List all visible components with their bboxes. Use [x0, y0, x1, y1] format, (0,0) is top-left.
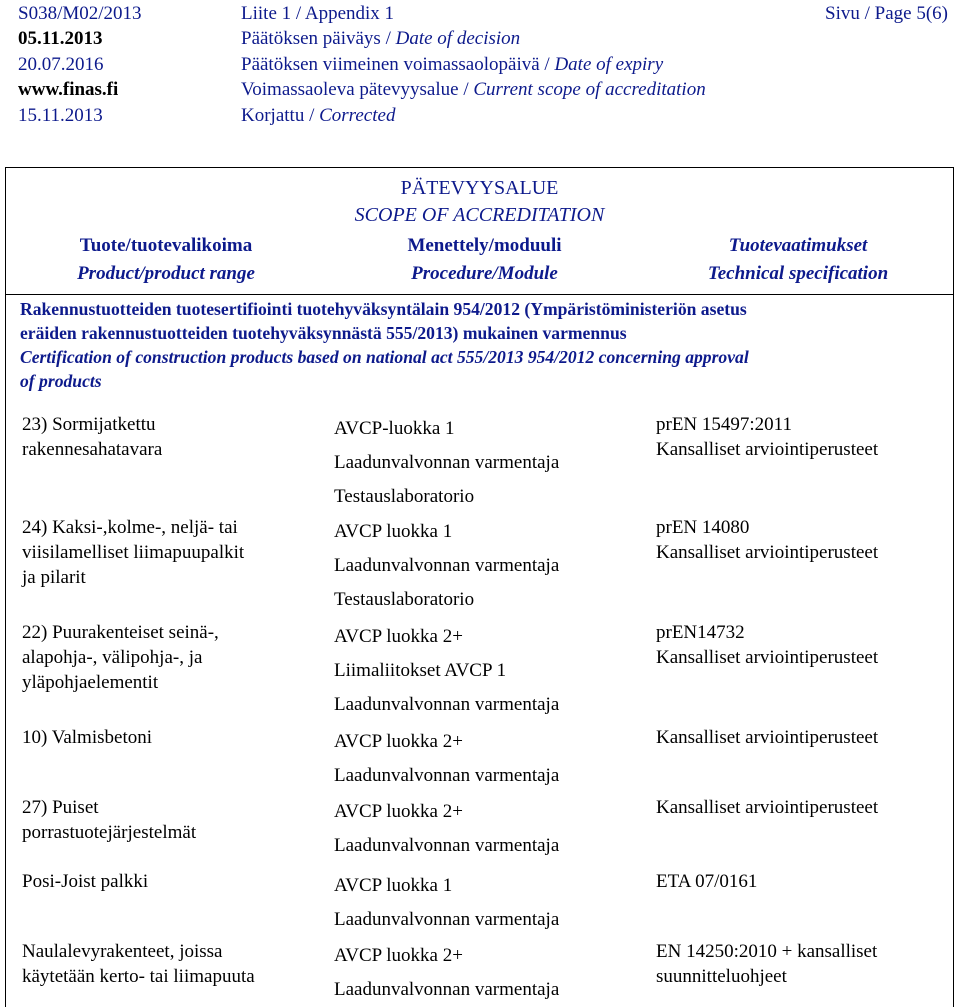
product-cell-line: 10) Valmisbetoni	[22, 727, 153, 748]
column-header-en: Product/product range	[77, 263, 255, 284]
specification-cell	[656, 939, 877, 989]
procedure-cell-line: Laadunvalvonnan varmentaja	[334, 835, 560, 856]
specification-cell-line: ETA 07/0161	[656, 871, 758, 892]
label-en: Current scope of accreditation	[473, 79, 706, 101]
decision-number: S038/M02/2013	[18, 3, 142, 24]
procedure-cell-line: Laadunvalvonnan varmentaja	[334, 694, 560, 715]
procedure-cell	[334, 795, 559, 863]
product-cell	[22, 795, 196, 845]
procedure-cell	[334, 412, 559, 514]
specification-cell	[656, 620, 878, 670]
specification-cell-line: Kansalliset arviointiperusteet	[656, 727, 879, 748]
procedure-cell-line: AVCP luokka 1	[334, 521, 453, 542]
label-fi: Voimassaoleva pätevyysalue /	[241, 79, 474, 101]
procedure-cell-line: Testauslaboratorio	[334, 486, 475, 507]
procedure-cell-line: Liimaliitokset AVCP 1	[334, 660, 507, 681]
procedure-cell	[334, 869, 559, 937]
specification-cell-line: Kansalliset arviointiperusteet	[656, 542, 879, 563]
product-cell-line: rakennesahatavara	[22, 439, 163, 460]
specification-cell	[656, 869, 757, 894]
product-cell-line: 24) Kaksi-,kolme-, neljä- tai	[22, 517, 238, 538]
column-header-specification	[643, 232, 953, 288]
specification-cell-line: prEN 15497:2011	[656, 414, 792, 435]
header-row-4	[18, 77, 948, 102]
scope-title-en: SCOPE OF ACCREDITATION	[354, 204, 605, 226]
product-cell-line: 23) Sormijatkettu	[22, 414, 156, 435]
specification-cell-line: Kansalliset arviointiperusteet	[656, 647, 879, 668]
product-cell	[22, 725, 152, 750]
header-row-1	[18, 1, 948, 26]
procedure-cell-line: AVCP luokka 2+	[334, 731, 463, 752]
product-cell-line: 27) Puiset	[22, 797, 99, 818]
procedure-cell	[334, 620, 559, 722]
product-cell-line: käytetään kerto- tai liimapuuta	[22, 966, 255, 987]
section-line-1: Rakennustuotteiden tuotesertifiointi tuotehyväksyntälain 954/2012 (Ympäristöministeriön asetus	[20, 299, 747, 319]
section-line-4: of products	[20, 371, 102, 391]
label-en: Date of decision	[395, 28, 521, 50]
label-fi: Korjattu /	[241, 104, 320, 126]
product-cell-line: 22) Puurakenteiset seinä-,	[22, 622, 219, 643]
procedure-cell-line: Laadunvalvonnan varmentaja	[334, 979, 560, 1000]
procedure-cell-line: AVCP luokka 2+	[334, 945, 463, 966]
procedure-cell-line: Laadunvalvonnan varmentaja	[334, 555, 560, 576]
product-cell-line: porrastuotejärjestelmät	[22, 822, 197, 843]
product-cell-line: Posi-Joist palkki	[22, 871, 149, 892]
specification-cell-line: prEN14732	[656, 622, 745, 643]
column-header-fi: Tuote/tuotevalikoima	[79, 235, 253, 256]
product-cell-line: viisilamelliset liimapuupalkit	[22, 542, 245, 563]
specification-cell-line: EN 14250:2010 + kansalliset	[656, 941, 878, 962]
specification-cell-line: Kansalliset arviointiperusteet	[656, 439, 879, 460]
procedure-cell	[334, 515, 559, 617]
product-cell	[22, 515, 244, 590]
expiry-date-label	[241, 52, 663, 77]
product-cell-line: Naulalevyrakenteet, joissa	[22, 941, 223, 962]
column-header-procedure	[326, 232, 643, 288]
column-header-fi: Menettely/moduuli	[407, 235, 562, 256]
procedure-cell-line: AVCP luokka 1	[334, 875, 453, 896]
procedure-cell-line: AVCP-luokka 1	[334, 418, 455, 439]
column-header-en: Procedure/Module	[411, 263, 558, 284]
product-cell-line: yläpohjaelementit	[22, 672, 159, 693]
section-heading	[20, 297, 935, 393]
specification-cell	[656, 795, 878, 820]
product-cell-line: ja pilarit	[22, 567, 86, 588]
product-cell	[22, 620, 219, 695]
specification-cell	[656, 515, 878, 565]
specification-cell	[656, 412, 878, 462]
procedure-cell-line: AVCP luokka 2+	[334, 801, 463, 822]
procedure-cell-line: Laadunvalvonnan varmentaja	[334, 452, 560, 473]
section-line-3: Certification of construction products based on national act 555/2013 954/2012 concerning approval	[20, 347, 749, 367]
procedure-cell-line: Laadunvalvonnan varmentaja	[334, 909, 560, 930]
expiry-date: 20.07.2016	[18, 53, 104, 75]
document-header	[18, 1, 948, 128]
column-header-fi: Tuotevaatimukset	[728, 235, 868, 256]
column-header-product	[6, 232, 326, 288]
corrected-label	[241, 103, 395, 128]
section-line-2: eräiden rakennustuotteiden tuotehyväksynnästä 555/2013) mukainen varmennus	[20, 323, 627, 343]
specification-cell-line: prEN 14080	[656, 517, 750, 538]
scope-title-fi: PÄTEVYYSALUE	[400, 177, 559, 199]
header-row-5	[18, 103, 948, 128]
header-row-3	[18, 52, 948, 77]
scope-label	[241, 77, 706, 102]
decision-date: 05.11.2013	[18, 28, 103, 50]
label-en: Corrected	[319, 104, 396, 126]
column-header-en: Technical specification	[707, 263, 889, 284]
procedure-cell	[334, 725, 559, 793]
label-fi: Päätöksen viimeinen voimassaolopäivä /	[241, 53, 555, 75]
specification-cell-line: Kansalliset arviointiperusteet	[656, 797, 879, 818]
scope-table-header	[6, 168, 953, 295]
procedure-cell	[334, 939, 559, 1007]
specification-cell-line: suunnitteluohjeet	[656, 966, 787, 987]
procedure-cell-line: AVCP luokka 2+	[334, 626, 463, 647]
product-cell	[22, 869, 148, 894]
specification-cell	[656, 725, 878, 750]
decision-date-label	[241, 26, 520, 51]
product-cell	[22, 412, 162, 462]
procedure-cell-line: Testauslaboratorio	[334, 589, 475, 610]
procedure-cell-line: Laadunvalvonnan varmentaja	[334, 765, 560, 786]
product-cell-line: alapohja-, välipohja-, ja	[22, 647, 203, 668]
website-link[interactable]: www.finas.fi	[18, 79, 119, 101]
label-fi: Päätöksen päiväys /	[241, 28, 396, 50]
appendix-label: Liite 1 / Appendix 1	[241, 3, 395, 24]
corrected-date: 15.11.2013	[18, 104, 103, 126]
page-number: Sivu / Page 5(6)	[825, 3, 948, 24]
product-cell	[22, 939, 255, 989]
header-row-2	[18, 26, 948, 51]
scope-table	[5, 167, 954, 1007]
label-en: Date of expiry	[554, 53, 664, 75]
